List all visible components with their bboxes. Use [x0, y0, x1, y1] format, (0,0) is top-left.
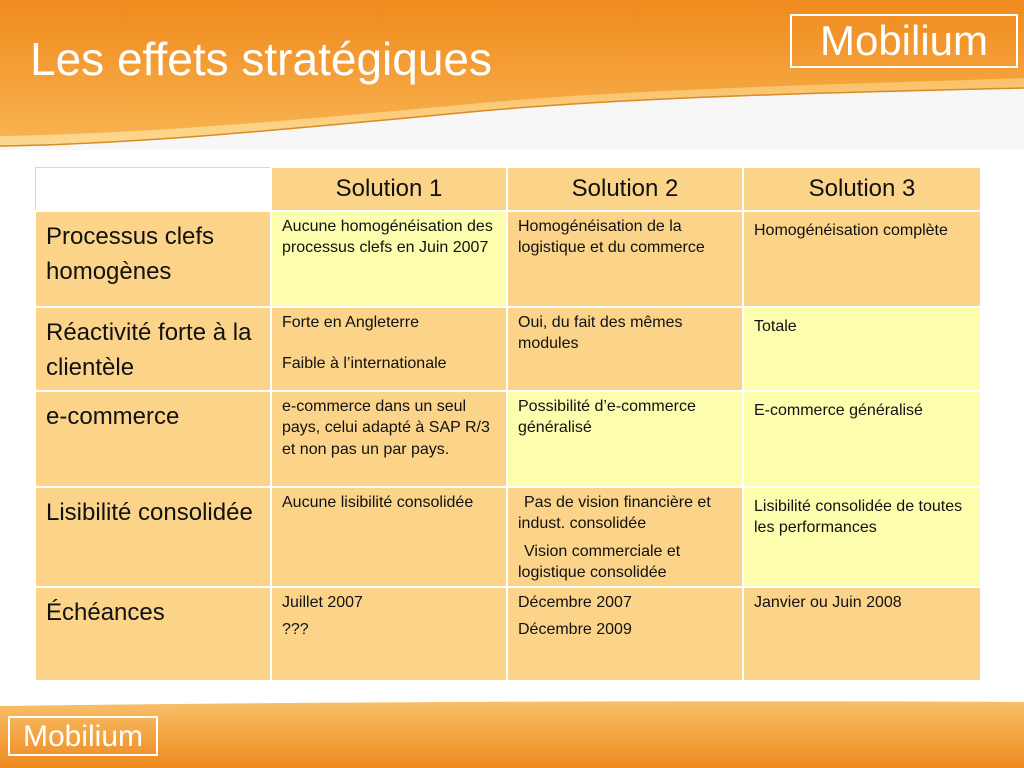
row-header: Processus clefs homogènes: [35, 211, 271, 307]
cell-text: Janvier ou Juin 2008: [754, 594, 902, 611]
comparison-table: [34, 166, 982, 682]
logo-bottom: Mobilium: [8, 716, 158, 756]
cell-text: Possibilité d’e-commerce généralisé: [518, 398, 696, 437]
column-header: Solution 3: [743, 167, 981, 211]
cell-text: Homogénéisation de la logistique et du commerce: [518, 218, 705, 257]
table-cell: [507, 587, 743, 681]
table-cell: [271, 587, 507, 681]
cell-text: Pas de vision financière et indust. consolidée: [518, 494, 711, 533]
column-header: Solution 1: [271, 167, 507, 211]
table-cell: [743, 587, 981, 681]
header-band: [0, 0, 1024, 150]
table-corner-cell: [35, 167, 271, 211]
row-header: Lisibilité consolidée: [35, 487, 271, 587]
table-row: [35, 587, 981, 681]
cell-text: Aucune lisibilité consolidée: [282, 494, 474, 511]
cell-text: e-commerce dans un seul pays, celui adapté à SAP R/3 et non pas un par pays.: [282, 398, 490, 458]
table-cell: [507, 211, 743, 307]
table-cell: [743, 307, 981, 391]
cell-text: Totale: [754, 318, 797, 335]
table-row: [35, 211, 981, 307]
table-cell: [507, 391, 743, 487]
cell-text: Lisibilité consolidée de toutes les performances: [754, 498, 963, 537]
table-row: [35, 307, 981, 391]
table-cell: [743, 391, 981, 487]
row-header: e-commerce: [35, 391, 271, 487]
table-cell: [507, 487, 743, 587]
cell-text: Décembre 2007: [518, 594, 632, 611]
cell-text: Oui, du fait des mêmes modules: [518, 314, 683, 353]
comparison-table-container: [34, 166, 980, 680]
table-header-row: [35, 167, 981, 211]
cell-text: Homogénéisation complète: [754, 222, 948, 239]
table-row: [35, 391, 981, 487]
row-header: Échéances: [35, 587, 271, 681]
table-row: [35, 487, 981, 587]
table-cell: [271, 487, 507, 587]
cell-text: Forte en Angleterre: [282, 314, 419, 331]
cell-text: Décembre 2009: [518, 621, 632, 639]
table-cell: [271, 391, 507, 487]
cell-text: Aucune homogénéisation des processus clefs en Juin 2007: [282, 218, 493, 257]
cell-text: E-commerce généralisé: [754, 402, 923, 419]
cell-text: Juillet 2007: [282, 594, 363, 611]
slide-title: Les effets stratégiques: [30, 33, 492, 85]
column-header: Solution 2: [507, 167, 743, 211]
logo-top: Mobilium: [790, 14, 1018, 68]
table-cell: [271, 211, 507, 307]
table-cell: [743, 487, 981, 587]
table-cell: [507, 307, 743, 391]
row-header: Réactivité forte à la clientèle: [35, 307, 271, 391]
table-cell: [271, 307, 507, 391]
table-cell: [743, 211, 981, 307]
cell-text: Faible à l’internationale: [282, 355, 447, 373]
cell-text: Vision commerciale et logistique consolidée: [518, 542, 681, 582]
cell-text: ???: [282, 621, 309, 639]
